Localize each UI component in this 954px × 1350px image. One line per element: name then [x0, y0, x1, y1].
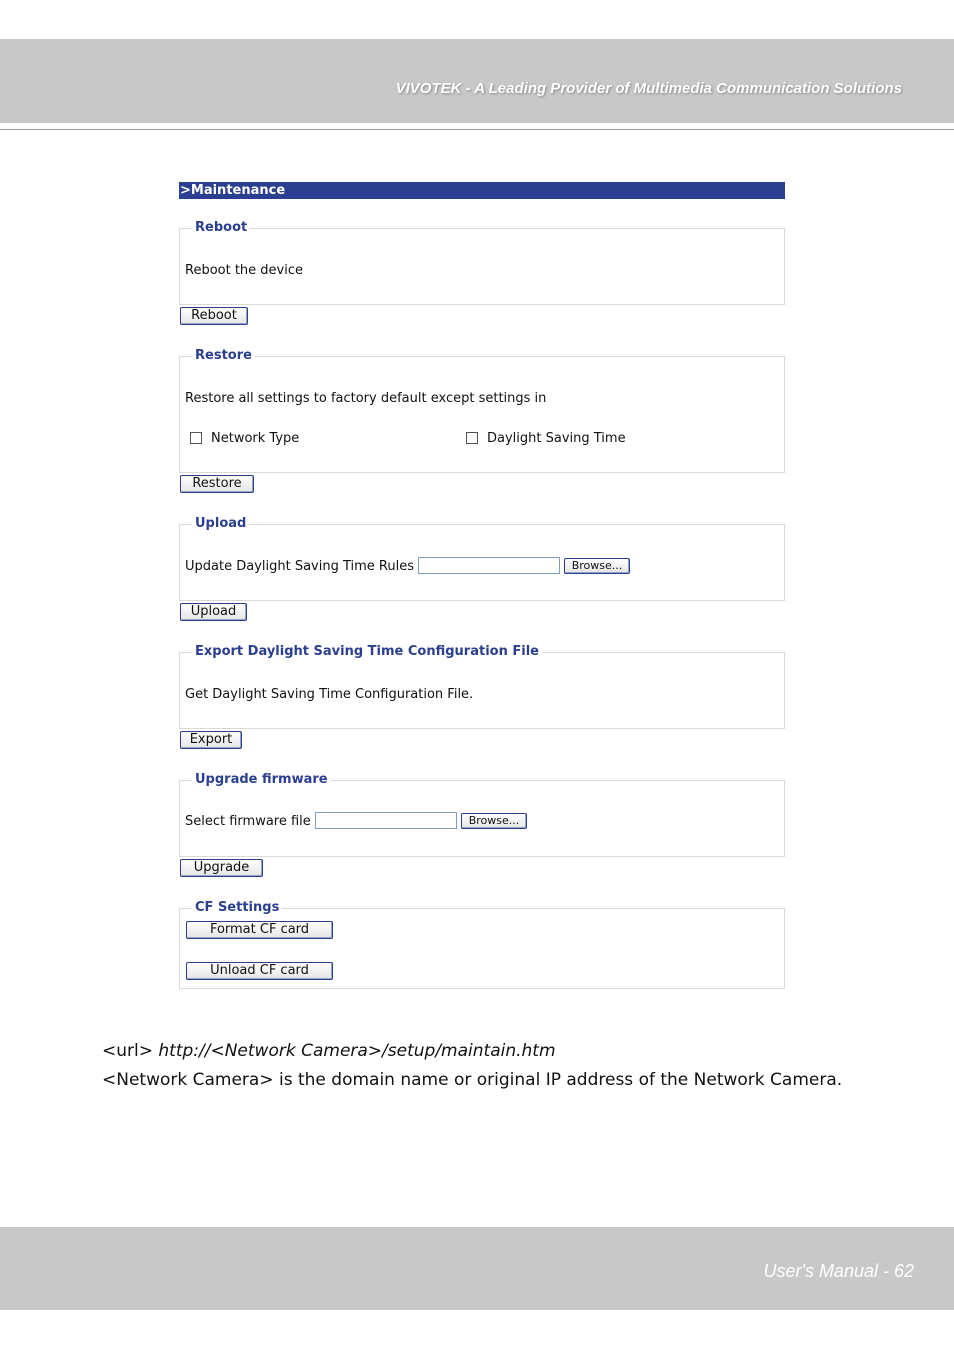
- restore-legend: Restore: [192, 347, 255, 365]
- reboot-description: Reboot the device: [185, 263, 304, 278]
- export-legend: Export Daylight Saving Time Configuration File: [192, 643, 542, 661]
- format-cf-card-button[interactable]: Format CF card: [186, 921, 333, 939]
- maintenance-title-bar: >Maintenance: [179, 182, 785, 199]
- page-number: User's Manual - 62: [763, 1261, 914, 1281]
- export-button[interactable]: Export: [180, 731, 242, 749]
- reboot-button[interactable]: Reboot: [180, 307, 248, 325]
- restore-button[interactable]: Restore: [180, 475, 254, 493]
- unload-cf-card-button[interactable]: Unload CF card: [186, 962, 333, 980]
- upgrade-description: Select firmware file: [185, 814, 311, 829]
- upload-button[interactable]: Upload: [180, 603, 247, 621]
- reboot-legend: Reboot: [192, 219, 250, 237]
- upload-description: Update Daylight Saving Time Rules: [185, 559, 414, 574]
- url-line: [102, 1041, 556, 1061]
- url-description: <Network Camera> is the domain name or original IP address of the Network Camera.: [102, 1070, 843, 1090]
- export-section: [179, 644, 785, 729]
- dst-rules-file-input[interactable]: [418, 557, 560, 574]
- cf-settings-legend: CF Settings: [192, 899, 282, 917]
- network-type-label: Network Type: [211, 431, 300, 446]
- restore-section: [179, 348, 785, 473]
- header-divider: [0, 129, 954, 130]
- upload-legend: Upload: [192, 515, 249, 533]
- upload-section: [179, 516, 785, 601]
- upgrade-button[interactable]: Upgrade: [180, 859, 263, 877]
- header-tagline: VIVOTEK - A Leading Provider of Multimedia Communication Solutions: [395, 80, 902, 97]
- cf-settings-section: [179, 900, 785, 989]
- export-description: Get Daylight Saving Time Configuration File.: [185, 687, 474, 702]
- network-type-checkbox[interactable]: [190, 432, 202, 444]
- upgrade-legend: Upgrade firmware: [192, 771, 331, 789]
- daylight-saving-checkbox[interactable]: [466, 432, 478, 444]
- url-label: <url>: [102, 1041, 153, 1061]
- daylight-saving-label: Daylight Saving Time: [487, 431, 626, 446]
- restore-description: Restore all settings to factory default except settings in: [185, 391, 547, 406]
- reboot-section: [179, 220, 785, 305]
- dst-browse-button[interactable]: Browse...: [564, 558, 630, 574]
- firmware-browse-button[interactable]: Browse...: [461, 813, 527, 829]
- upgrade-section: [179, 772, 785, 857]
- url-path: http://<Network Camera>/setup/maintain.htm: [158, 1041, 556, 1061]
- firmware-file-input[interactable]: [315, 812, 457, 829]
